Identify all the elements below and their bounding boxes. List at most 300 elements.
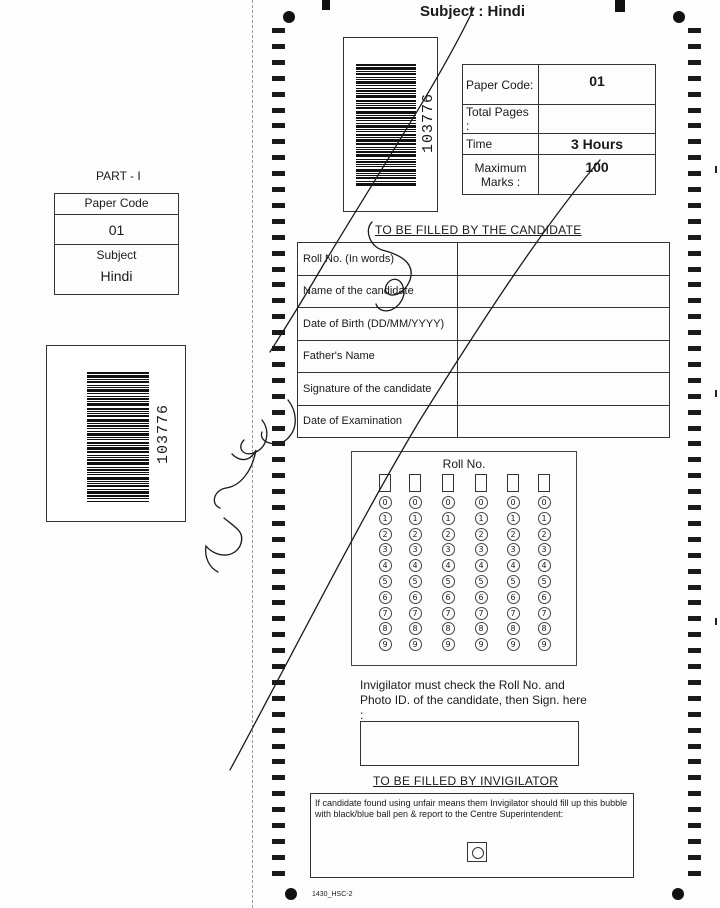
roll-digit-bubble[interactable]: 4 xyxy=(442,559,455,572)
roll-digit-bubble[interactable]: 3 xyxy=(507,543,520,556)
stub-paper-code-label: Paper Code xyxy=(84,196,149,210)
barcode-bar xyxy=(356,95,416,98)
roll-digit-box[interactable] xyxy=(538,474,550,492)
roll-digit-bubble[interactable]: 5 xyxy=(442,575,455,588)
roll-digit-bubble[interactable]: 8 xyxy=(475,622,488,635)
roll-digit-bubble[interactable]: 5 xyxy=(475,575,488,588)
barcode-bar xyxy=(87,477,149,480)
roll-digit-bubble[interactable]: 7 xyxy=(442,607,455,620)
barcode-bar xyxy=(87,474,149,475)
roll-digit-bubble[interactable]: 5 xyxy=(507,575,520,588)
barcode-bar xyxy=(87,425,149,427)
timing-mark xyxy=(688,60,701,65)
total-pages-label: Total Pages : xyxy=(463,105,539,134)
barcode-bar xyxy=(356,143,416,145)
barcode-bar xyxy=(356,85,416,86)
timing-mark xyxy=(688,394,701,399)
timing-mark xyxy=(272,60,285,65)
barcode-bar xyxy=(356,64,416,66)
roll-digit-bubble[interactable]: 2 xyxy=(507,528,520,541)
barcode-bar xyxy=(87,419,149,422)
barcode-bar xyxy=(87,379,149,380)
exam-date-field[interactable] xyxy=(458,405,670,438)
barcode-bar xyxy=(87,398,149,400)
main-barcode-box xyxy=(343,37,438,212)
barcode-bar xyxy=(87,423,149,424)
roll-grid-title: Roll No. xyxy=(442,457,486,471)
timing-mark xyxy=(688,553,701,558)
total-pages-value[interactable] xyxy=(539,105,656,134)
barcode-bar xyxy=(356,73,416,75)
roll-digit-bubble[interactable]: 6 xyxy=(475,591,488,604)
timing-mark xyxy=(688,807,701,812)
timing-marks-right xyxy=(686,0,702,908)
roll-digit-column xyxy=(505,474,521,654)
timing-mark xyxy=(688,744,701,749)
timing-mark xyxy=(272,410,285,415)
part-title: PART - I xyxy=(96,169,141,183)
timing-mark xyxy=(688,537,701,542)
timing-mark xyxy=(688,648,701,653)
timing-mark xyxy=(272,203,285,208)
barcode-bar xyxy=(87,457,149,458)
timing-mark xyxy=(688,139,701,144)
timing-mark xyxy=(272,871,285,876)
timing-mark xyxy=(688,219,701,224)
timing-mark xyxy=(688,680,701,685)
candidate-name-label: Name of the candidate xyxy=(298,275,458,308)
invigilator-note: Invigilator must check the Roll No. and Photo ID. of the candidate, then Sign. here : xyxy=(360,678,587,722)
barcode-bar xyxy=(87,483,149,484)
candidate-signature-field[interactable] xyxy=(458,373,670,406)
roll-digit-bubble[interactable]: 3 xyxy=(379,543,392,556)
roll-digit-bubble[interactable]: 4 xyxy=(379,559,392,572)
barcode-bar xyxy=(356,131,416,132)
timing-mark xyxy=(688,712,701,717)
roll-digit-bubble[interactable]: 1 xyxy=(379,512,392,525)
timing-mark xyxy=(272,839,285,844)
timing-mark xyxy=(688,457,701,462)
timing-mark xyxy=(688,569,701,574)
barcode-bar xyxy=(356,71,416,72)
roll-digit-bubble[interactable]: 8 xyxy=(507,622,520,635)
roll-digit-bubble[interactable]: 4 xyxy=(538,559,551,572)
corner-dot-top-right xyxy=(673,11,685,23)
roll-digit-bubble[interactable]: 6 xyxy=(507,591,520,604)
roll-digit-bubble[interactable]: 2 xyxy=(409,528,422,541)
roll-digit-bubble[interactable]: 7 xyxy=(475,607,488,620)
timing-mark xyxy=(272,171,285,176)
barcode-bar xyxy=(87,459,149,461)
timing-mark xyxy=(272,823,285,828)
roll-digit-column xyxy=(407,474,423,654)
paper-info-table xyxy=(462,64,656,195)
timing-mark xyxy=(688,251,701,256)
timing-mark xyxy=(272,632,285,637)
timing-mark xyxy=(688,696,701,701)
roll-digit-box[interactable] xyxy=(379,474,391,492)
roll-digit-bubble[interactable]: 2 xyxy=(379,528,392,541)
roll-digit-box[interactable] xyxy=(409,474,421,492)
roll-digit-bubble[interactable]: 0 xyxy=(475,496,488,509)
roll-digit-bubble[interactable]: 9 xyxy=(538,638,551,651)
unfair-means-bubble[interactable] xyxy=(467,842,487,862)
timing-mark xyxy=(272,28,285,33)
timing-mark xyxy=(688,282,701,287)
barcode-bar xyxy=(356,177,416,179)
timing-mark xyxy=(272,314,285,319)
barcode-bar xyxy=(87,445,149,446)
barcode-bar xyxy=(87,381,149,383)
timing-mark xyxy=(272,728,285,733)
barcode-bar xyxy=(87,481,149,482)
barcode-bar xyxy=(356,100,416,102)
corner-dot-bottom-left xyxy=(285,888,297,900)
roll-words-field[interactable] xyxy=(458,243,670,276)
barcode-bar xyxy=(87,428,149,429)
handwriting-mark xyxy=(206,518,242,572)
roll-digit-bubble[interactable]: 2 xyxy=(538,528,551,541)
timing-mark xyxy=(688,426,701,431)
roll-digit-box[interactable] xyxy=(442,474,454,492)
roll-digit-bubble[interactable]: 8 xyxy=(538,622,551,635)
barcode-bar xyxy=(356,137,416,138)
unfair-means-text: If candidate found using unfair means them Invigilator should fill up this bubble with black/blue ball pen & report to the Centre Superintendent: xyxy=(315,798,628,819)
roll-digit-bubble[interactable]: 7 xyxy=(538,607,551,620)
roll-digit-bubble[interactable]: 1 xyxy=(538,512,551,525)
timing-mark xyxy=(688,346,701,351)
time-label: Time xyxy=(463,134,539,155)
timing-marks-left xyxy=(272,0,288,908)
barcode-bar xyxy=(87,498,149,499)
timing-mark xyxy=(688,871,701,876)
barcode-bar xyxy=(356,67,416,70)
roll-digit-bubble[interactable]: 1 xyxy=(409,512,422,525)
invigilator-section-title: TO BE FILLED BY INVIGILATOR xyxy=(373,774,559,788)
timing-mark xyxy=(688,378,701,383)
roll-digit-bubble[interactable]: 7 xyxy=(507,607,520,620)
unfair-means-box xyxy=(310,793,634,878)
timing-mark xyxy=(688,823,701,828)
top-mark xyxy=(322,0,330,10)
roll-digit-bubble[interactable]: 0 xyxy=(379,496,392,509)
barcode-bar xyxy=(87,387,149,388)
max-marks-label: Maximum Marks : xyxy=(463,155,539,195)
barcode-bar xyxy=(356,166,416,167)
corner-dot-top-left xyxy=(283,11,295,23)
timing-mark xyxy=(688,76,701,81)
timing-mark xyxy=(272,759,285,764)
barcode-bar xyxy=(356,93,416,94)
barcode-bar xyxy=(356,181,416,182)
timing-mark xyxy=(688,632,701,637)
edge-mark xyxy=(715,390,717,397)
main-barcode xyxy=(356,64,416,186)
timing-mark xyxy=(272,330,285,335)
timing-mark xyxy=(272,235,285,240)
timing-mark xyxy=(272,426,285,431)
stub-barcode-number: 103776 xyxy=(155,403,172,464)
time-value: 3 Hours xyxy=(539,134,656,155)
timing-mark xyxy=(272,569,285,574)
barcode-bar xyxy=(87,491,149,494)
exam-date-label: Date of Examination xyxy=(298,405,458,438)
roll-digit-bubble[interactable]: 5 xyxy=(538,575,551,588)
timing-mark xyxy=(272,155,285,160)
roll-digit-bubble[interactable]: 6 xyxy=(409,591,422,604)
barcode-bar xyxy=(87,495,149,497)
barcode-bar xyxy=(87,401,149,402)
roll-digit-bubble[interactable]: 3 xyxy=(538,543,551,556)
roll-digit-column xyxy=(440,474,456,654)
timing-mark xyxy=(688,839,701,844)
barcode-bar xyxy=(356,173,416,174)
perforation-line xyxy=(252,0,253,908)
timing-mark xyxy=(688,728,701,733)
timing-mark xyxy=(688,585,701,590)
candidate-details-table xyxy=(297,242,670,438)
roll-digit-box[interactable] xyxy=(507,474,519,492)
timing-mark xyxy=(688,855,701,860)
timing-mark xyxy=(272,744,285,749)
barcode-bar xyxy=(356,90,416,92)
subject-heading: Subject : Hindi xyxy=(420,3,525,20)
roll-digit-bubble[interactable]: 0 xyxy=(442,496,455,509)
barcode-bar xyxy=(87,451,149,453)
handwriting-mark xyxy=(241,420,267,454)
timing-mark xyxy=(688,489,701,494)
roll-digit-bubble[interactable]: 8 xyxy=(379,622,392,635)
barcode-bar xyxy=(356,107,416,109)
handwriting-mark xyxy=(214,450,256,508)
roll-digit-bubble[interactable]: 1 xyxy=(442,512,455,525)
timing-mark xyxy=(272,108,285,113)
barcode-bar xyxy=(87,385,149,386)
barcode-bar xyxy=(87,396,149,397)
timing-mark xyxy=(272,616,285,621)
timing-mark xyxy=(272,123,285,128)
roll-digit-bubble[interactable]: 5 xyxy=(409,575,422,588)
barcode-bar xyxy=(87,408,149,410)
roll-digit-bubble[interactable]: 4 xyxy=(475,559,488,572)
timing-mark xyxy=(688,791,701,796)
timing-mark xyxy=(272,600,285,605)
barcode-bar xyxy=(87,469,149,471)
barcode-bar xyxy=(87,462,149,465)
paper-code-value: 01 xyxy=(539,65,656,105)
barcode-bar xyxy=(87,501,149,502)
timing-mark xyxy=(272,457,285,462)
roll-digit-bubble[interactable]: 4 xyxy=(409,559,422,572)
roll-digit-bubble[interactable]: 7 xyxy=(379,607,392,620)
barcode-bar xyxy=(87,439,149,440)
roll-digit-bubble[interactable]: 6 xyxy=(538,591,551,604)
roll-digit-bubble[interactable]: 9 xyxy=(475,638,488,651)
candidate-name-field[interactable] xyxy=(458,275,670,308)
max-marks-value: 100 xyxy=(539,155,656,195)
timing-mark xyxy=(688,203,701,208)
barcode-bar xyxy=(87,442,149,444)
stub-paper-code-value: 01 xyxy=(108,222,125,238)
timing-mark xyxy=(272,648,285,653)
timing-mark xyxy=(272,505,285,510)
barcode-bar xyxy=(87,389,149,392)
timing-mark xyxy=(688,362,701,367)
timing-mark xyxy=(272,394,285,399)
timing-mark xyxy=(272,537,285,542)
timing-mark xyxy=(688,441,701,446)
timing-mark xyxy=(688,759,701,764)
timing-mark xyxy=(272,553,285,558)
barcode-bar xyxy=(87,447,149,450)
roll-digit-bubble[interactable]: 2 xyxy=(442,528,455,541)
barcode-bar xyxy=(87,431,149,432)
barcode-bar xyxy=(356,115,416,116)
timing-mark xyxy=(688,92,701,97)
timing-mark xyxy=(688,108,701,113)
barcode-bar xyxy=(356,81,416,84)
barcode-bar xyxy=(87,433,149,436)
timing-mark xyxy=(688,600,701,605)
timing-mark xyxy=(272,44,285,49)
timing-mark xyxy=(272,696,285,701)
timing-mark xyxy=(272,267,285,272)
timing-mark xyxy=(272,855,285,860)
candidate-section-title: TO BE FILLED BY THE CANDIDATE xyxy=(375,223,582,237)
roll-digit-bubble[interactable]: 9 xyxy=(379,638,392,651)
timing-mark xyxy=(272,378,285,383)
barcode-bar xyxy=(356,134,416,136)
roll-digit-bubble[interactable]: 9 xyxy=(442,638,455,651)
barcode-bar xyxy=(356,77,416,78)
roll-digit-bubble[interactable]: 3 xyxy=(475,543,488,556)
roll-digit-bubble[interactable]: 1 xyxy=(475,512,488,525)
roll-digit-column xyxy=(377,474,393,654)
dob-field[interactable] xyxy=(458,308,670,341)
roll-digit-bubble[interactable]: 0 xyxy=(409,496,422,509)
roll-digit-bubble[interactable]: 6 xyxy=(379,591,392,604)
timing-mark xyxy=(688,28,701,33)
stub-info-box xyxy=(54,193,179,295)
barcode-bar xyxy=(87,455,149,456)
timing-mark xyxy=(272,807,285,812)
barcode-bar xyxy=(356,105,416,106)
barcode-bar xyxy=(356,117,416,119)
barcode-bar xyxy=(356,123,416,124)
barcode-bar xyxy=(356,151,416,153)
barcode-bar xyxy=(87,489,149,490)
roll-digit-bubble[interactable]: 9 xyxy=(409,638,422,651)
barcode-bar xyxy=(356,169,416,172)
barcode-bar xyxy=(356,154,416,157)
stub-barcode-box xyxy=(46,345,186,522)
roll-digit-bubble[interactable]: 9 xyxy=(507,638,520,651)
corner-dot-bottom-right xyxy=(672,888,684,900)
timing-mark xyxy=(272,76,285,81)
timing-mark xyxy=(272,680,285,685)
timing-mark xyxy=(272,346,285,351)
stub-subject-label: Subject xyxy=(96,248,137,262)
timing-mark xyxy=(272,362,285,367)
roll-digit-bubble[interactable]: 4 xyxy=(507,559,520,572)
timing-mark xyxy=(272,441,285,446)
stub-subject-value: Hindi xyxy=(100,268,133,284)
barcode-bar xyxy=(356,129,416,130)
timing-mark xyxy=(688,616,701,621)
top-mark xyxy=(615,0,625,12)
timing-mark xyxy=(272,712,285,717)
timing-mark xyxy=(272,521,285,526)
barcode-bar xyxy=(87,415,149,417)
barcode-bar xyxy=(356,88,416,89)
edge-mark xyxy=(715,166,717,173)
barcode-bar xyxy=(356,175,416,176)
timing-mark xyxy=(688,187,701,192)
invigilator-signature-box[interactable] xyxy=(360,721,579,766)
roll-digit-bubble[interactable]: 3 xyxy=(409,543,422,556)
barcode-bar xyxy=(356,139,416,142)
barcode-bar xyxy=(87,393,149,394)
roll-digit-bubble[interactable]: 3 xyxy=(442,543,455,556)
timing-mark xyxy=(688,473,701,478)
timing-mark xyxy=(688,505,701,510)
barcode-bar xyxy=(356,79,416,80)
barcode-bar xyxy=(356,147,416,148)
timing-mark xyxy=(272,92,285,97)
timing-mark xyxy=(688,171,701,176)
roll-words-label: Roll No. (In words) xyxy=(298,243,458,276)
timing-mark xyxy=(272,489,285,494)
timing-mark xyxy=(688,521,701,526)
roll-digit-column xyxy=(473,474,489,654)
barcode-bar xyxy=(87,413,149,414)
barcode-bar xyxy=(356,159,416,160)
roll-digit-bubble[interactable]: 5 xyxy=(379,575,392,588)
dob-label: Date of Birth (DD/MM/YYYY) xyxy=(298,308,458,341)
roll-digit-box[interactable] xyxy=(475,474,487,492)
candidate-signature-label: Signature of the candidate xyxy=(298,373,458,406)
timing-mark xyxy=(272,775,285,780)
roll-digit-bubble[interactable]: 0 xyxy=(538,496,551,509)
timing-mark xyxy=(272,187,285,192)
barcode-bar xyxy=(356,103,416,104)
barcode-bar xyxy=(356,161,416,163)
barcode-bar xyxy=(87,411,149,412)
barcode-bar xyxy=(356,111,416,114)
stub-barcode xyxy=(87,372,149,504)
barcode-bar xyxy=(87,375,149,378)
timing-mark xyxy=(688,775,701,780)
footer-form-code: 1430_HSC-2 xyxy=(312,891,353,898)
roll-digit-bubble[interactable]: 7 xyxy=(409,607,422,620)
timing-mark xyxy=(272,251,285,256)
barcode-bar xyxy=(87,467,149,468)
main-barcode-number: 103776 xyxy=(420,92,437,153)
roll-digit-bubble[interactable]: 8 xyxy=(409,622,422,635)
timing-mark xyxy=(272,791,285,796)
roll-digit-bubble[interactable]: 6 xyxy=(442,591,455,604)
father-name-field[interactable] xyxy=(458,340,670,373)
roll-digit-bubble[interactable]: 8 xyxy=(442,622,455,635)
roll-digit-bubble[interactable]: 0 xyxy=(507,496,520,509)
timing-mark xyxy=(688,664,701,669)
roll-digit-bubble[interactable]: 1 xyxy=(507,512,520,525)
roll-digit-bubble[interactable]: 2 xyxy=(475,528,488,541)
barcode-bar xyxy=(87,485,149,487)
timing-mark xyxy=(688,235,701,240)
timing-mark xyxy=(688,267,701,272)
timing-mark xyxy=(272,298,285,303)
